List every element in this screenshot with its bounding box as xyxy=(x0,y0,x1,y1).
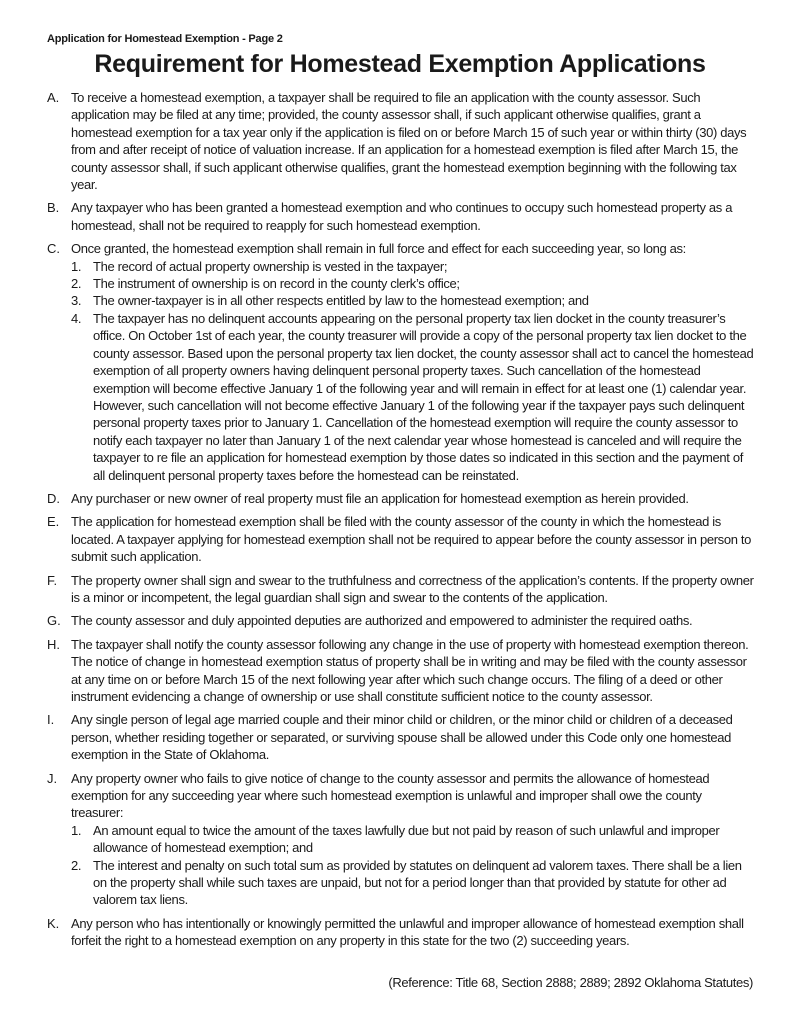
item-label: C. xyxy=(47,241,60,257)
item-text: Any purchaser or new owner of real property must file an application for homestead exemption as herein provided. xyxy=(71,490,689,506)
page-title: Requirement for Homestead Exemption Applications xyxy=(94,50,706,78)
item-text: The application for homestead exemption shall be filed with the county assessor of the county in which the homestead is located. A taxpayer applying for homestead exemption shall not be required to appear before the county assessor in person to submit such application. xyxy=(71,514,751,565)
statute-reference: (Reference: Title 68, Section 2888; 2889; 2892 Oklahoma Statutes) xyxy=(388,975,753,990)
subitem-label: 1. xyxy=(71,822,82,838)
subitem-text: An amount equal to twice the amount of the taxes lawfully due but not paid by reason of such unlawful and improper allowance of homestead exemption; and xyxy=(93,822,720,856)
item-label: A. xyxy=(47,90,60,105)
list-item-a xyxy=(47,89,757,193)
item-text: The taxpayer shall notify the county assessor following any change in the use of property with homestead exemption thereon. The notice of change in homestead exemption status of property shall be in writing and may be filed with the county assessor at any time on or before March 15 of the next following year after which such change occurs. The filing of a deed or other instrument evidencing a change of ownership or use shall constitute sufficient notice to the county assessor. xyxy=(71,636,749,704)
item-text: Once granted, the homestead exemption shall remain in full force and effect for each succeeding year, so long as: xyxy=(71,241,686,257)
item-label: I. xyxy=(47,712,55,728)
subitem xyxy=(71,275,757,292)
list-item-f xyxy=(47,572,757,607)
subitem-text: The interest and penalty on such total sum as provided by statutes on delinquent ad valorem taxes. There shall be a lien on the property shall while such taxes are unpaid, but not for a period longer than that provided by statute for other ad valorem tax liens. xyxy=(93,857,742,908)
subitem xyxy=(71,857,757,909)
list-item-i xyxy=(47,711,757,763)
subitem-text: The taxpayer has no delinquent accounts appearing on the personal property tax lien docket in the county treasurer’s office. On October 1st of each year, the county treasurer will provide a copy of the personal property tax lien docket to the county assessor. Based upon the personal property tax lien docket, the county assessor shall act to cancel the homestead exemption of all property owners having delinquent personal property taxes. Such cancellation of the homestead exemption will become effective January 1 of the following year and will remain in effect for at least one (1) calendar year. However, such cancellation will not become effective January 1 of the following year if the taxpayer pays such delinquent personal property taxes prior to January 1. Cancellation of the homestead exemption will require the county assessor to notify each taxpayer no later than January 1 of the next calendar year whose homestead is canceled and will require the taxpayer to re file an application for homestead exemption by those dates so indicated in this section and the payment of all delinquent personal property taxes before the homestead can be reinstated. xyxy=(93,310,754,483)
item-label: B. xyxy=(47,200,60,216)
item-label: G. xyxy=(47,613,61,629)
list-item-c xyxy=(47,240,757,484)
item-label: F. xyxy=(47,572,58,588)
item-text: Any taxpayer who has been granted a homestead exemption and who continues to occupy such homestead property as a homestead, shall not be required to reapply for such homestead exemption. xyxy=(71,200,733,233)
subitem xyxy=(71,310,757,484)
subitem-label: 2. xyxy=(71,276,82,292)
subitem-label: 4. xyxy=(71,310,82,326)
subitem-label: 1. xyxy=(71,258,82,274)
subitem-text: The instrument of ownership is on record in the county clerk’s office; xyxy=(93,276,460,292)
list-item-j xyxy=(47,770,757,909)
subitem-label: 3. xyxy=(71,293,82,309)
subitem-text: The record of actual property ownership is vested in the taxpayer; xyxy=(93,258,448,274)
subitem xyxy=(71,822,757,857)
requirements-list xyxy=(47,89,757,956)
item-text: To receive a homestead exemption, a taxpayer shall be required to file an application with the county assessor. Such application may be filed at any time; provided, the county assessor shall, if such applicant otherwise qualifies, grant a homestead exemption for a tax year only if the application is filed on or before March 15 of such year or within thirty (30) days from and after receipt of notice of valuation increase. If an application for a homestead exemption is filed after March 15, the county assessor shall, if such applicant otherwise qualifies, grant the homestead exemption beginning with the following tax year. xyxy=(71,90,747,193)
item-label: J. xyxy=(47,770,58,786)
subitem xyxy=(71,258,757,275)
subitem-text: The owner-taxpayer is in all other respects entitled by law to the homestead exemption; and xyxy=(93,293,589,309)
list-item-g xyxy=(47,612,757,629)
subitem-label: 2. xyxy=(71,857,82,873)
item-label: D. xyxy=(47,490,60,506)
list-item-k xyxy=(47,915,757,950)
list-item-e xyxy=(47,513,757,565)
item-text: The property owner shall sign and swear to the truthfulness and correctness of the application’s contents. If the property owner is a minor or incompetent, the legal guardian shall sign and swear to the contents of the application. xyxy=(71,572,754,605)
list-item-h xyxy=(47,636,757,706)
item-text: Any property owner who fails to give notice of change to the county assessor and permits the allowance of homestead exemption for any succeeding year where such homestead exemption is unlawful and improper shall owe the county treasurer: xyxy=(71,770,710,821)
subitem xyxy=(71,292,757,309)
page-header: Application for Homestead Exemption - Page 2 xyxy=(47,33,283,45)
item-text: The county assessor and duly appointed deputies are authorized and empowered to administer the required oaths. xyxy=(71,613,693,629)
list-item-d xyxy=(47,490,757,507)
item-label: K. xyxy=(47,915,60,931)
item-text: Any single person of legal age married couple and their minor child or children, or the minor child or children of a deceased person, whether residing together or separated, or surviving spouse shall be allowed under this Code only one homestead exemption in the State of Oklahoma. xyxy=(71,712,733,763)
list-item-b xyxy=(47,199,757,234)
item-label: E. xyxy=(47,514,60,530)
item-text: Any person who has intentionally or knowingly permitted the unlawful and improper allowance of homestead exemption shall forfeit the right to a homestead exemption on any property in this state for the two (2) succeeding years. xyxy=(71,915,744,949)
item-label: H. xyxy=(47,636,60,652)
